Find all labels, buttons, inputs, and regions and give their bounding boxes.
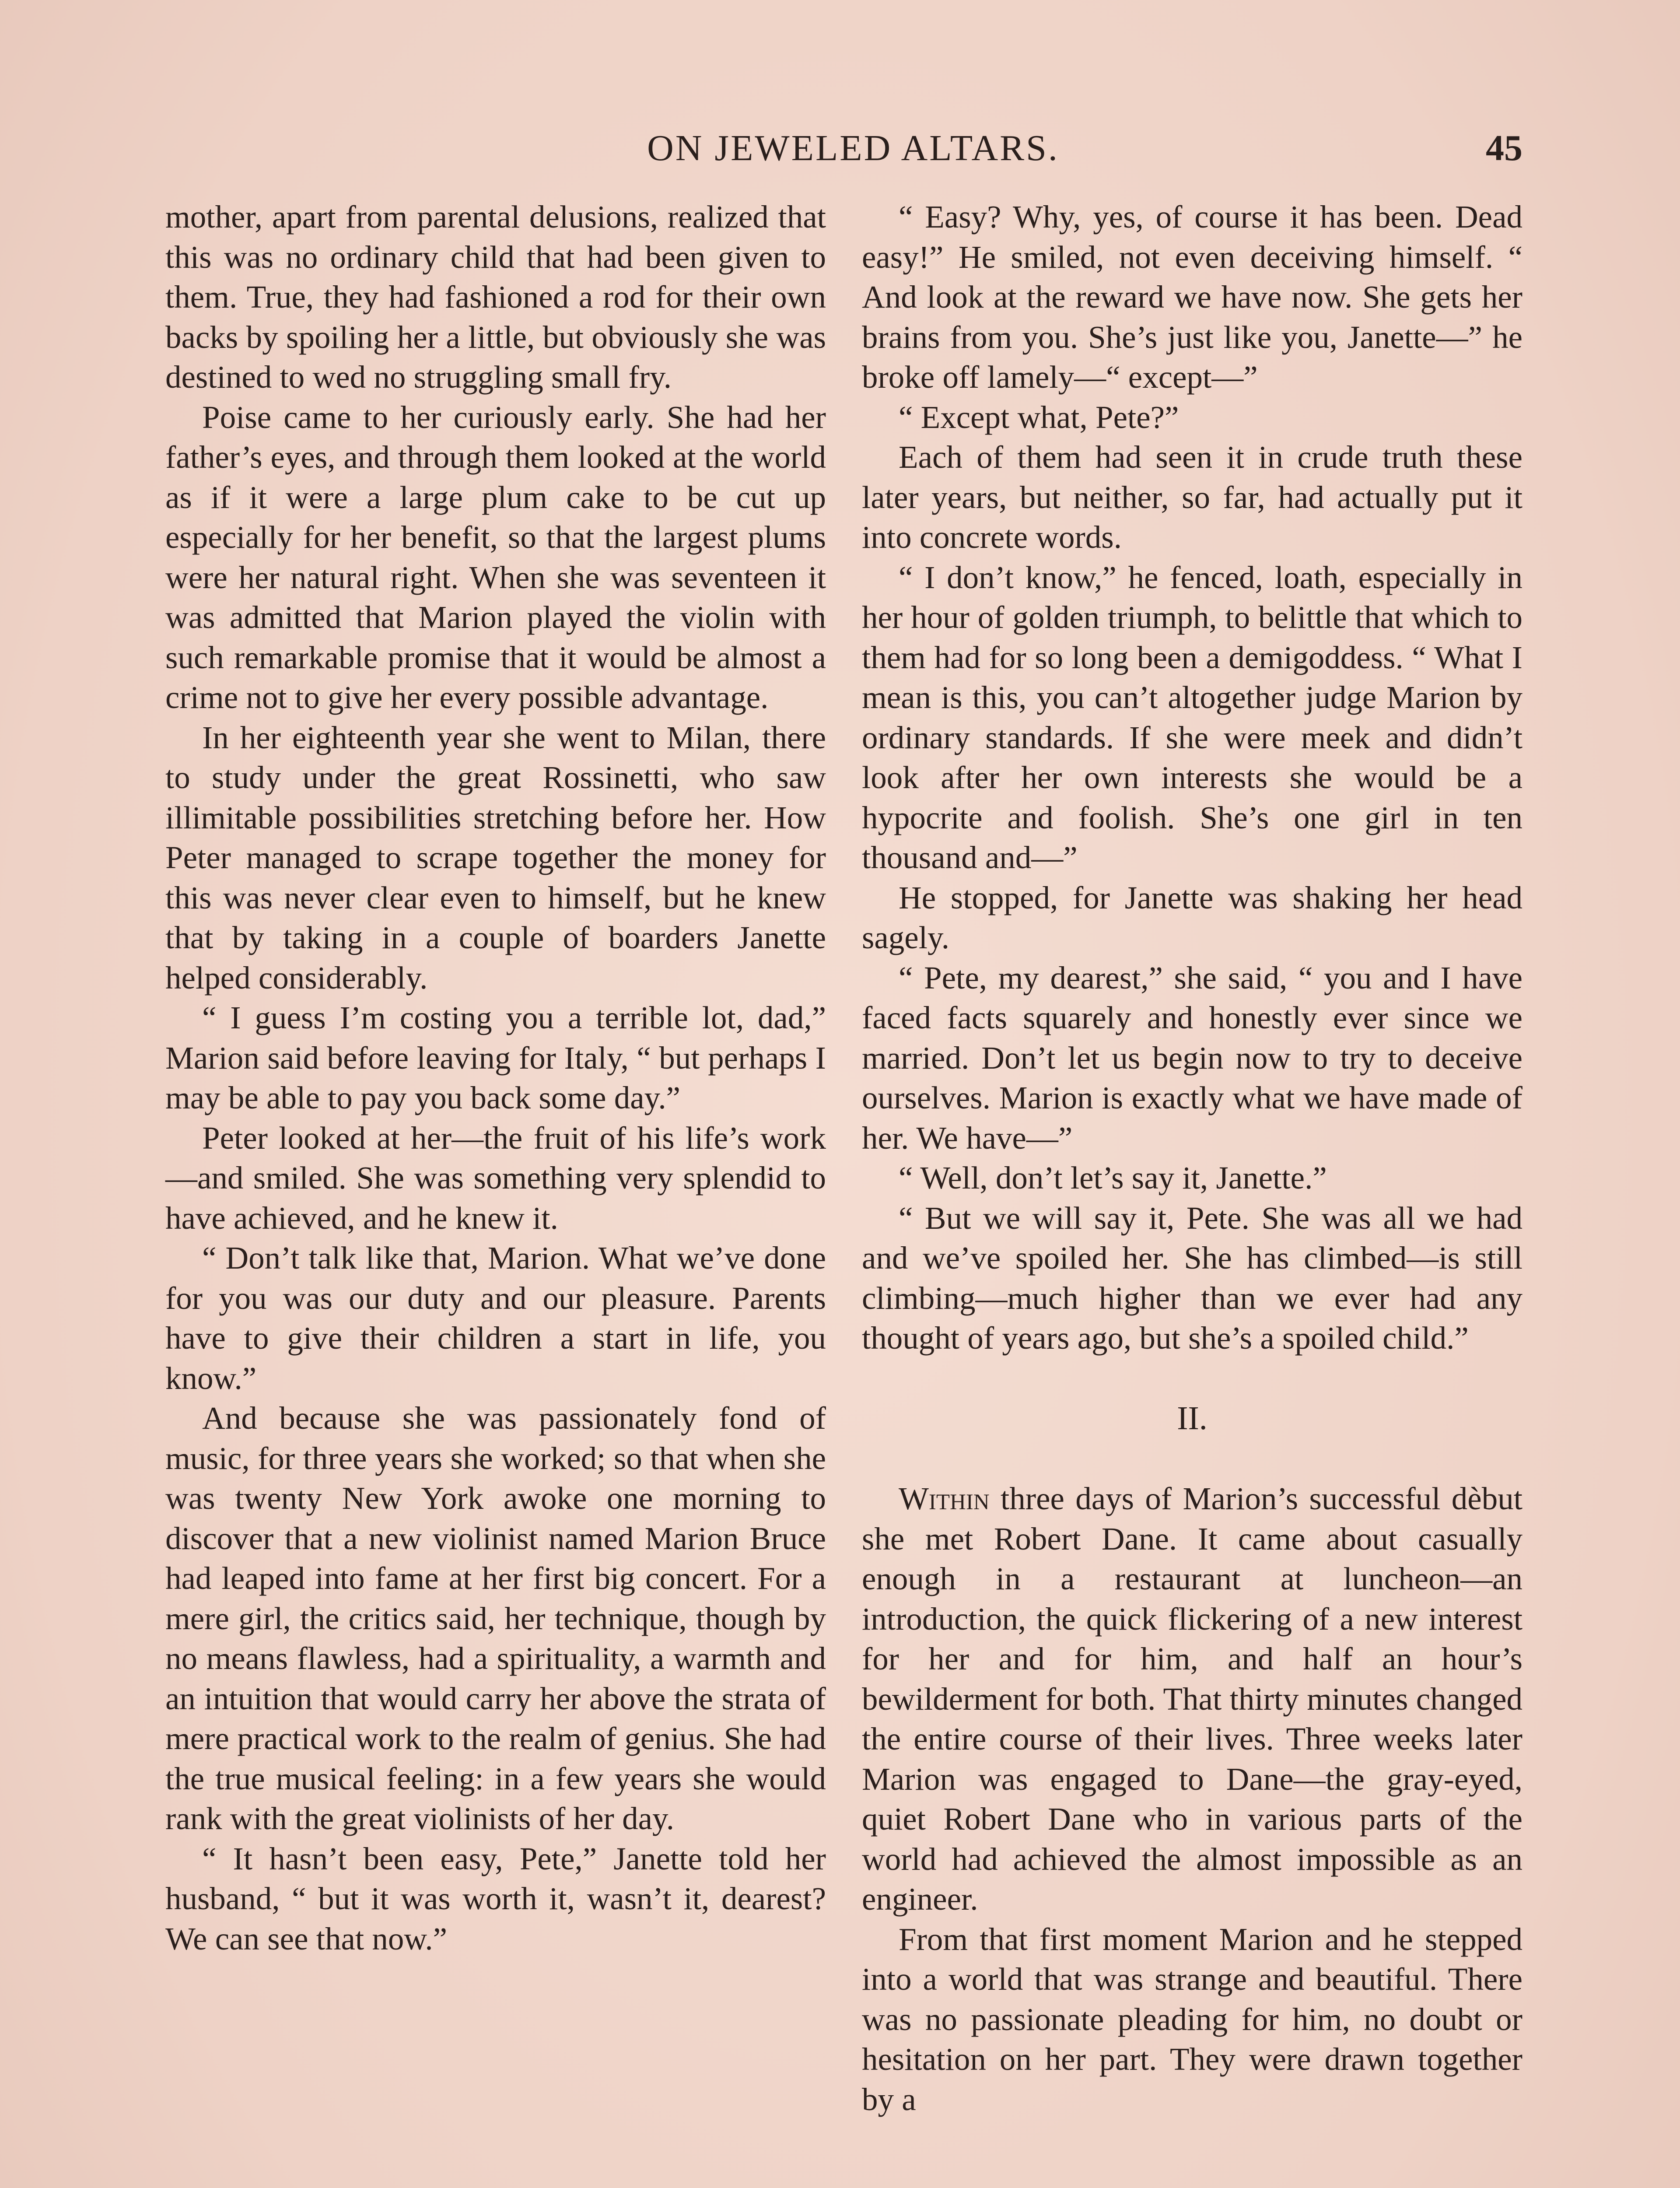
page-number: 45 — [1486, 128, 1522, 168]
paragraph: From that first moment Marion and he stepped into a world that was strange and beautiful. There was no passionate pleading for him, no doubt or hesitation on her part. They were drawn together by a — [862, 1921, 1522, 2117]
paragraph-text: three days of Marion’s successful dèbut she met Robert Dane. It came about casually enough in a restaurant at luncheon—an introduction, the quick flickering of a new interest for her and for him, and half an hour’s bewilderment for both. That thirty minutes changed the entire course of their lives. Three weeks later Marion was engaged to Dane—the gray-eyed, quiet Robert Dane who in various parts of the world had achieved the almost impossible as an engineer. — [862, 1481, 1522, 1917]
paragraph: He stopped, for Janette was shaking her head sagely. — [862, 880, 1522, 955]
paragraph: “ Except what, Pete?” — [899, 399, 1179, 435]
running-head: ON JEWELED ALTARS. — [647, 128, 1059, 168]
drop-word: Within — [899, 1481, 990, 1516]
paragraph: “ But we will say it, Pete. She was all we had and we’ve spoiled her. She has climbed—is still climbing—much higher than we ever had any thought of years ago, but she’s a spoiled child.” — [862, 1200, 1522, 1356]
right-column — [862, 197, 1522, 2119]
paragraph: mother, apart from parental delusions, realized that this was no ordinary child that had been given to them. True, they had fashioned a rod for their own backs by spoiling her a little, but obviously she was destined to wed no struggling small fry. — [165, 199, 826, 395]
paragraph: “ Well, don’t let’s say it, Janette.” — [899, 1160, 1327, 1196]
paragraph: “ It hasn’t been easy, Pete,” Janette told her husband, “ but it was worth it, wasn’t it, dearest? We can see that now.” — [165, 1841, 826, 1957]
left-column — [165, 197, 826, 1959]
paragraph: Each of them had seen it in crude truth these later years, but neither, so far, had actually put it into concrete words. — [862, 439, 1522, 555]
paragraph: Peter looked at her—the fruit of his life’s work—and smiled. She was something very splendid to have achieved, and he knew it. — [165, 1120, 826, 1236]
section-first-paragraph — [862, 1479, 1522, 1919]
paragraph: “ Pete, my dearest,” she said, “ you and I have faced facts squarely and honestly ever since we married. Don’t let us begin now to try to deceive ourselves. Marion is exactly what we have made of her. We have—” — [862, 960, 1522, 1156]
section-heading: II. — [1177, 1399, 1208, 1437]
paragraph: Poise came to her curiously early. She had her father’s eyes, and through them looked at the world as if it were a large plum cake to be cut up especially for her benefit, so that the largest plums were her natural right. When she was seventeen it was admitted that Marion played the violin with such remarkable promise that it would be almost a crime not to give her every possible advantage. — [165, 399, 826, 715]
paragraph: In her eighteenth year she went to Milan, there to study under the great Rossinetti, who saw illimitable possibilities stretching before her. How Peter managed to scrape together the money for this was never clear even to himself, but he knew that by taking in a couple of boarders Janette helped considerably. — [165, 719, 826, 996]
paragraph: “ I guess I’m costing you a terrible lot, dad,” Marion said before leaving for Italy, “ but perhaps I may be able to pay you back some day.” — [165, 1000, 826, 1115]
paragraph: “ I don’t know,” he fenced, loath, especially in her hour of golden triumph, to belittle that which to them had for so long been a demigoddess. “ What I mean is this, you can’t altogether judge Marion by ordinary standards. If she were meek and didn’t look after her own interests she would be a hypocrite and foolish. She’s one girl in ten thousand and—” — [862, 559, 1522, 875]
paragraph: “ Easy? Why, yes, of course it has been. Dead easy!” He smiled, not even deceiving himself. “ And look at the reward we have now. She gets her brains from you. She’s just like you, Janette—” he broke off lamely—“ except—” — [862, 199, 1522, 395]
paragraph: And because she was passionately fond of music, for three years she worked; so that when she was twenty New York awoke one morning to discover that a new violinist named Marion Bruce had leaped into fame at her first big concert. For a mere girl, the critics said, her technique, though by no means flawless, had a spirituality, a warmth and an intuition that would carry her above the strata of mere practical work to the realm of genius. She had the true musical feeling: in a few years she would rank with the great violinists of her day. — [165, 1400, 826, 1836]
paragraph: “ Don’t talk like that, Marion. What we’ve done for you was our duty and our pleasure. Parents have to give their children a start in life, you know.” — [165, 1240, 826, 1396]
